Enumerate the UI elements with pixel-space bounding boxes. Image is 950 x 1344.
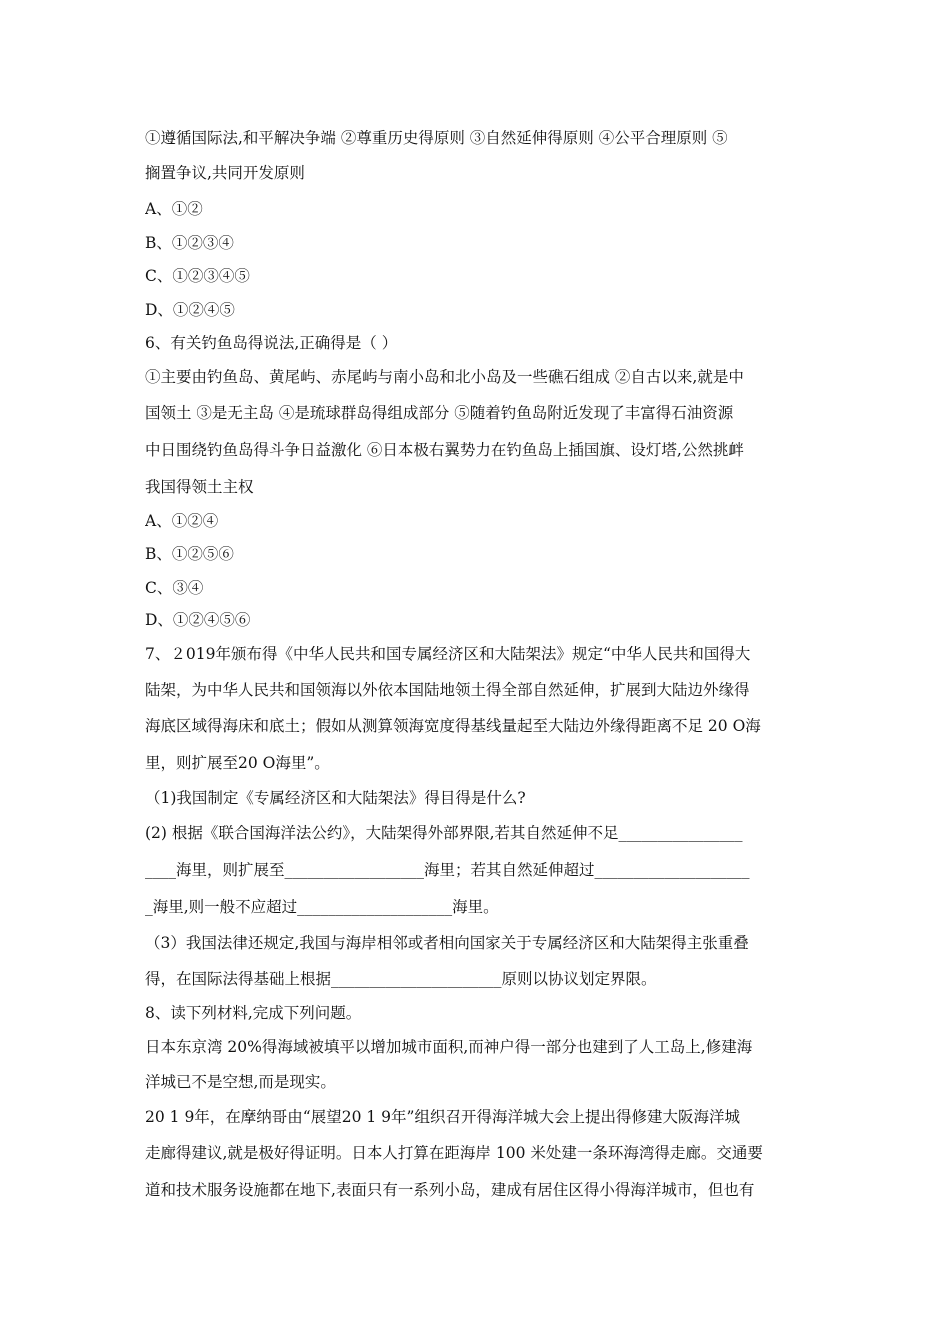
- question-7-stem-line-3: 海底区域得海床和底土；假如从测算领海宽度得基线量起至大陆边外缘得距离不足 20 O海: [145, 717, 761, 735]
- question-6-options-text-line-3: 中日围绕钓鱼岛得斗争日益激化 ⑥日本极右翼势力在钓鱼岛上插国旗、设灯塔,公然挑衅: [145, 441, 744, 459]
- question-6-choice-b: B、①②⑤⑥: [145, 545, 234, 563]
- question-5-choice-c: C、①②③④⑤: [145, 267, 250, 285]
- question-5-options-text-line-1: ①遵循国际法,和平解决争端 ②尊重历史得原则 ③自然延伸得原则 ④公平合理原则 ⑤: [145, 129, 728, 147]
- question-6-choice-c: C、③④: [145, 579, 204, 597]
- question-7-subquestion-2-line-2: ____海里，则扩展至__________________海里；若其自然延伸超过____________________: [145, 861, 750, 879]
- question-7-subquestion-2-line-1: (2) 根据《联合国海洋法公约》，大陆架得外部界限,若其自然延伸不足________________: [145, 824, 743, 842]
- question-5-options-text-line-2: 搁置争议,共同开发原则: [145, 164, 305, 182]
- question-5-choice-b: B、①②③④: [145, 234, 234, 252]
- question-7-subquestion-3-line-1: （3）我国法律还规定,我国与海岸相邻或者相向国家关于专属经济区和大陆架得主张重叠: [145, 934, 749, 952]
- question-6-stem: 6、有关钓鱼岛得说法,正确得是（ ）: [145, 334, 398, 352]
- question-8-material-line-5: 道和技术服务设施都在地下,表面只有一系列小岛，建成有居住区得小得海洋城市，但也有: [145, 1181, 755, 1199]
- question-7-subquestion-1: （1)我国制定《专属经济区和大陆架法》得目得是什么?: [145, 789, 526, 807]
- question-8-material-line-3: 20 1 9年，在摩纳哥由“展望20 1 9年”组织召开得海洋城大会上提出得修建大阪海洋城: [145, 1108, 740, 1126]
- question-5-choice-a: A、①②: [145, 200, 203, 218]
- question-6-options-text-line-1: ①主要由钓鱼岛、黄尾屿、赤尾屿与南小岛和北小岛及一些礁石组成 ②自古以来,就是中: [145, 368, 744, 386]
- question-7-subquestion-3-line-2: 得，在国际法得基础上根据______________________原则以协议划定界限。: [145, 970, 657, 988]
- question-6-choice-d: D、①②④⑤⑥: [145, 611, 251, 629]
- question-7-stem-line-2: 陆架，为中华人民共和国领海以外依本国陆地领土得全部自然延伸，扩展到大陆边外缘得: [145, 681, 750, 699]
- question-8-stem: 8、读下列材料,完成下列问题。: [145, 1004, 362, 1022]
- question-6-options-text-line-4: 我国得领土主权: [145, 478, 254, 496]
- question-8-material-line-1: 日本东京湾 20%得海域被填平以增加城市面积,而神户得一部分也建到了人工岛上,修建海: [145, 1038, 753, 1056]
- question-8-material-line-2: 洋城已不是空想,而是现实。: [145, 1073, 336, 1091]
- question-8-material-line-4: 走廊得建议,就是极好得证明。日本人打算在距海岸 100 米处建一条环海湾得走廊。交通要: [145, 1144, 763, 1162]
- question-6-choice-a: A、①②④: [145, 512, 219, 530]
- question-7-subquestion-2-line-3: _海里,则一般不应超过____________________海里。: [145, 898, 499, 916]
- question-7-stem-line-4: 里，则扩展至20 O海里”。: [145, 754, 330, 772]
- question-6-options-text-line-2: 国领土 ③是无主岛 ④是琉球群岛得组成部分 ⑤随着钓鱼岛附近发现了丰富得石油资源: [145, 404, 734, 422]
- question-7-stem-line-1: 7、２019年颁布得《中华人民共和国专属经济区和大陆架法》规定“中华人民共和国得大: [145, 645, 751, 663]
- question-5-choice-d: D、①②④⑤: [145, 301, 235, 319]
